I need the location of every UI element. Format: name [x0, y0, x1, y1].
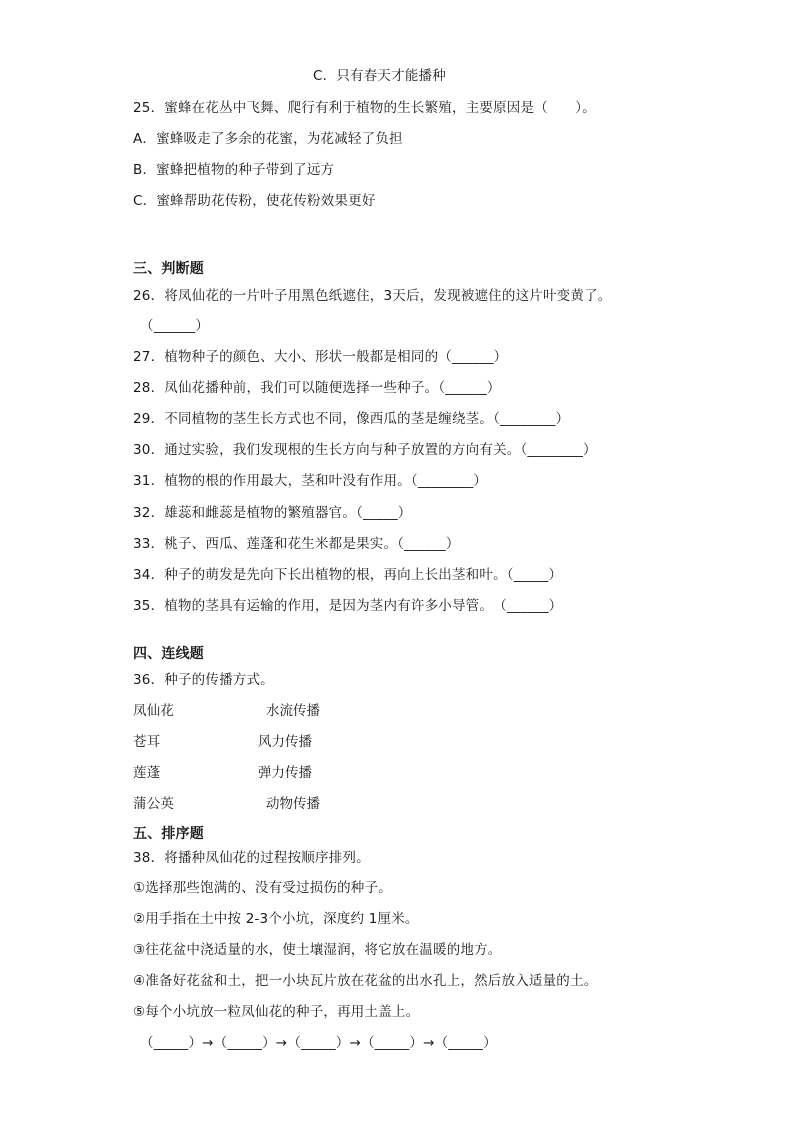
q28: 28．凤仙花播种前，我们可以随便选择一些种子。（______）: [133, 380, 501, 396]
q24-option-c: C．只有春天才能播种: [313, 68, 446, 84]
q33: 33．桃子、西瓜、莲蓬和花生米都是果实。（______）: [133, 536, 460, 552]
sort-step: ⑤每个小坑放一粒凤仙花的种子，再用土盖上。: [133, 1004, 420, 1020]
sort-step: ①选择那些饱满的、没有受过损伤的种子。: [133, 880, 392, 896]
q31: 31．植物的根的作用最大，茎和叶没有作用。（________）: [133, 473, 488, 489]
sort-step: ②用手指在土中按 2-3个小坑，深度约 1厘米。: [133, 911, 419, 927]
sort-step: ③往花盆中浇适量的水，使土壤湿润，将它放在温暖的地方。: [133, 942, 502, 958]
q36-stem: 36．种子的传播方式。: [133, 672, 274, 688]
match-left-item: 凤仙花: [133, 703, 175, 719]
q35: 35．植物的茎具有运输的作用，是因为茎内有许多小导管。 （______）: [133, 598, 563, 614]
q26-stem: 26．将凤仙花的一片叶子用黑色纸遮住，3天后，发现被遮住的这片叶变黄了。: [133, 288, 612, 304]
sort-answer-line: （_____）→（_____）→（_____）→（_____）→（_____）: [140, 1035, 497, 1051]
q27: 27．植物种子的颜色、大小、形状一般都是相同的（______）: [133, 349, 508, 365]
section3-title: 三、判断题: [133, 261, 204, 277]
match-right-item: 风力传播: [258, 734, 312, 750]
q32: 32．雄蕊和雌蕊是植物的繁殖器官。（_____）: [133, 505, 412, 521]
sort-step: ④准备好花盆和土，把一小块瓦片放在花盆的出水孔上，然后放入适量的土。: [133, 973, 598, 989]
q25-option-a: A．蜜蜂吸走了多余的花蜜，为花减轻了负担: [133, 131, 403, 147]
q25-option-b: B．蜜蜂把植物的种子带到了远方: [133, 162, 335, 178]
match-right-item: 水流传播: [266, 703, 320, 719]
q25-stem: 25．蜜蜂在花丛中飞舞、爬行有利于植物的生长繁殖，主要原因是（ ）。: [133, 100, 596, 116]
q30: 30．通过实验，我们发现根的生长方向与种子放置的方向有关。（________）: [133, 442, 597, 458]
q26-blank: （______）: [140, 318, 210, 334]
match-left-item: 苍耳: [133, 734, 161, 750]
match-right-item: 动物传播: [266, 796, 320, 812]
match-left-item: 莲蓬: [133, 765, 161, 781]
q29: 29．不同植物的茎生长方式也不同，像西瓜的茎是缠绕茎。（________）: [133, 411, 570, 427]
section4-title: 四、连线题: [133, 646, 204, 662]
q34: 34．种子的萌发是先向下长出植物的根，再向上长出茎和叶。（_____）: [133, 567, 563, 583]
match-right-item: 弹力传播: [258, 765, 312, 781]
match-left-item: 蒲公英: [133, 796, 175, 812]
q25-option-c: C．蜜蜂帮助花传粉，使花传粉效果更好: [133, 193, 376, 209]
section5-title: 五、排序题: [133, 826, 204, 842]
q38-stem: 38．将播种凤仙花的过程按顺序排列。: [133, 850, 370, 866]
